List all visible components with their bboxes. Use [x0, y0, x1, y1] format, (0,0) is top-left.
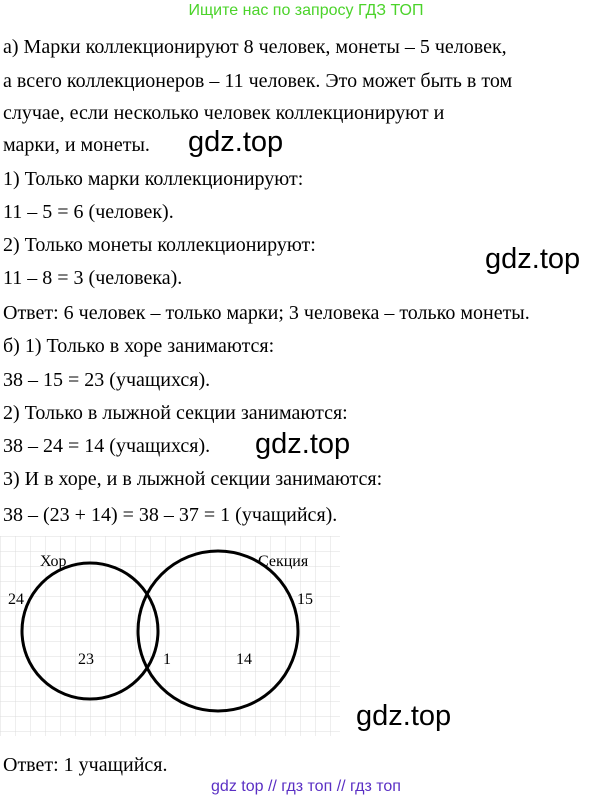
- value-only-choir: 23: [78, 651, 94, 668]
- text-line: 2) Только монеты коллекционируют:: [3, 234, 316, 256]
- text-line: 38 – 15 = 23 (учащихся).: [3, 369, 211, 391]
- text-line: 38 – 24 = 14 (учащихся).: [3, 435, 211, 457]
- value-only-section: 14: [236, 651, 252, 668]
- venn-diagram: [0, 536, 340, 736]
- text-line: случае, если несколько человек коллекционируют и: [3, 102, 445, 124]
- text-line: 1) Только марки коллекционируют:: [3, 168, 304, 190]
- value-both: 1: [163, 651, 171, 668]
- text-line: 11 – 5 = 6 (человек).: [3, 201, 174, 223]
- watermark: gdz.top: [255, 428, 351, 460]
- top-banner: Ищите нас по запросу ГДЗ ТОП: [188, 2, 424, 19]
- text-line: б) 1) Только в хоре занимаются:: [3, 335, 275, 357]
- watermark: gdz.top: [356, 700, 452, 732]
- text-line: а всего коллекционеров – 11 человек. Это может быть в том: [3, 70, 513, 92]
- text-line: 2) Только в лыжной секции занимаются:: [3, 402, 348, 424]
- text-line: а) Марки коллекционируют 8 человек, монеты – 5 человек,: [3, 36, 507, 58]
- value-outside-right: 15: [297, 591, 313, 608]
- text-line: 38 – (23 + 14) = 38 – 37 = 1 (учащийся).: [3, 504, 338, 526]
- footer-banner: gdz top // гдз топ // гдз топ: [211, 778, 401, 795]
- text-line: 3) И в хоре, и в лыжной секции занимаются:: [3, 468, 383, 490]
- label-section: Секция: [258, 553, 309, 570]
- watermark: gdz.top: [485, 243, 581, 275]
- text-line: 11 – 8 = 3 (человека).: [3, 267, 183, 289]
- answer-b: Ответ: 1 учащийся.: [3, 754, 168, 776]
- watermark: gdz.top: [188, 126, 284, 158]
- value-outside-left: 24: [8, 591, 24, 608]
- label-choir: Хор: [40, 553, 67, 570]
- text-line: марки, и монеты.: [3, 134, 150, 156]
- answer-a: Ответ: 6 человек – только марки; 3 человека – только монеты.: [3, 302, 530, 324]
